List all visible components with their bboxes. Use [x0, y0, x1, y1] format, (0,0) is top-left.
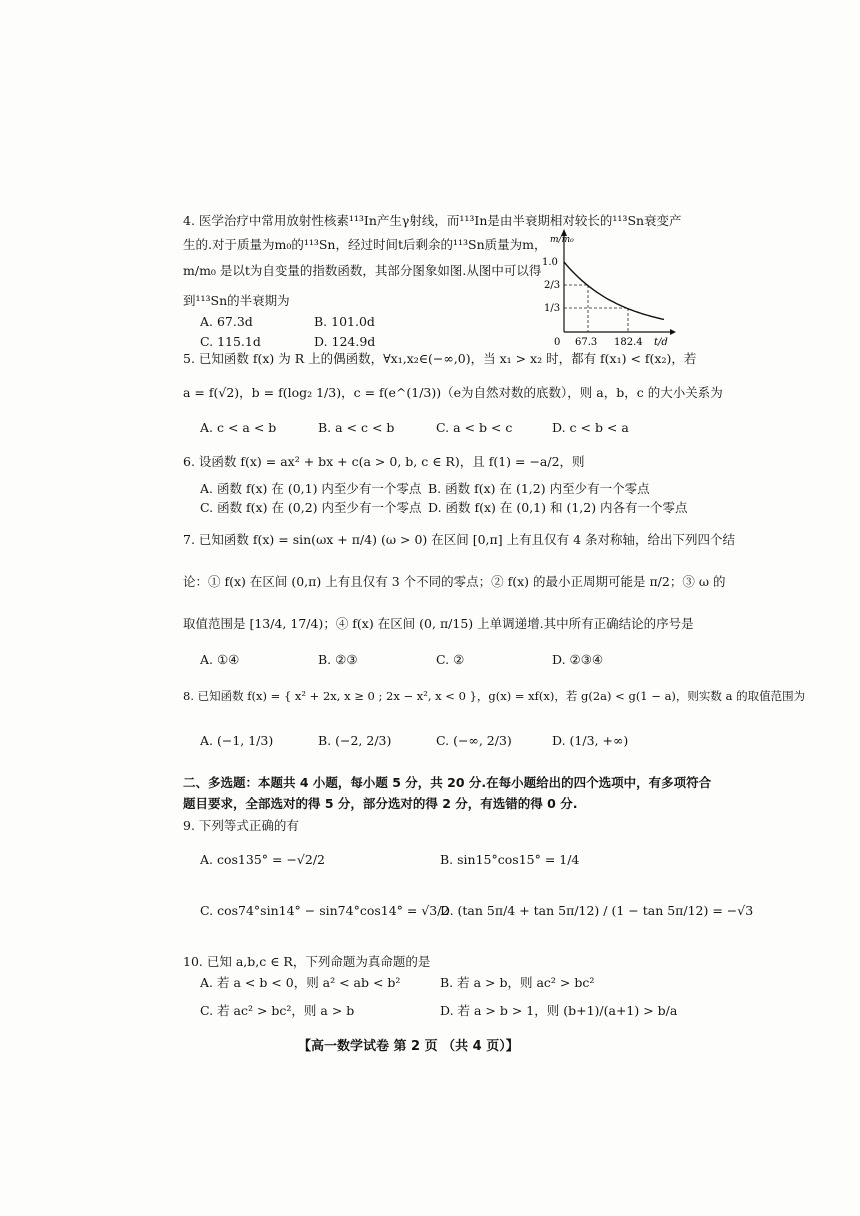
q4-line3: m/m₀ 是以t为自变量的指数函数，其部分图象如图.从图中可以得: [183, 263, 542, 278]
q9-option-d: D. (tan 5π/4 + tan 5π/12) / (1 − tan 5π/12) = −√3: [440, 903, 754, 918]
q10-line1: 10. 已知 a,b,c ∈ R，下列命题为真命题的是: [183, 954, 431, 969]
q8-line1: 8. 已知函数 f(x) = { x² + 2x, x ≥ 0 ; 2x − x², x < 0 }，g(x) = xf(x)，若 g(2a) < g(1 − a)，则实数 a 的取值范围为: [183, 689, 806, 703]
y-tick-2-3: 2/3: [544, 280, 561, 291]
q7-line1: 7. 已知函数 f(x) = sin(ωx + π/4) (ω > 0) 在区间 [0,π] 上有且仅有 4 条对称轴，给出下列四个结: [183, 532, 735, 547]
q9-line1: 9. 下列等式正确的有: [183, 818, 299, 833]
q4-line4: 到¹¹³Sn的半衰期为: [183, 293, 290, 308]
q8-option-c: C. (−∞, 2/3): [436, 733, 512, 748]
q5-line2: a = f(√2)，b = f(log₂ 1/3)，c = f(e^(1/3))（e为自然对数的底数），则 a，b，c 的大小关系为: [183, 385, 723, 400]
q5-option-b: B. a < c < b: [318, 420, 395, 435]
q4-option-a: A. 67.3d: [200, 314, 253, 329]
q9-option-b: B. sin15°cos15° = 1/4: [440, 852, 580, 867]
x-tick-67: 67.3: [575, 337, 598, 348]
q7-line3: 取值范围是 [13/4, 17/4)；④ f(x) 在区间 (0, π/15) 上单调递增.其中所有正确结论的序号是: [183, 616, 694, 631]
q6-line1: 6. 设函数 f(x) = ax² + bx + c(a > 0, b, c ∈ R)，且 f(1) = −a/2，则: [183, 454, 585, 469]
q5-line1: 5. 已知函数 f(x) 为 R 上的偶函数，∀x₁,x₂∈(−∞,0)，当 x₁ > x₂ 时，都有 f(x₁) < f(x₂)，若: [183, 351, 697, 366]
q8-option-d: D. (1/3, +∞): [552, 733, 629, 748]
q10-option-b: B. 若 a > b，则 ac² > bc²: [440, 975, 595, 990]
section2-heading-line2: 题目要求，全部选对的得 5 分，部分选对的得 2 分，有选错的得 0 分.: [183, 796, 578, 811]
x-axis-label: t/d: [654, 337, 668, 348]
q4-option-c: C. 115.1d: [200, 334, 261, 349]
decay-graph: [542, 228, 678, 348]
y-axis-label: m/m₀: [550, 235, 574, 245]
decay-curve: [564, 262, 664, 319]
q4-line1: 4. 医学治疗中常用放射性核素¹¹³In产生γ射线，而¹¹³In是由半衰期相对较长的¹¹³Sn衰变产: [183, 213, 682, 228]
q5-option-a: A. c < a < b: [200, 420, 277, 435]
q4-option-d: D. 124.9d: [314, 334, 376, 349]
q8-option-a: A. (−1, 1/3): [200, 733, 274, 748]
q5-option-d: D. c < b < a: [552, 420, 629, 435]
q9-option-a: A. cos135° = −√2/2: [200, 852, 325, 867]
x-tick-182: 182.4: [614, 337, 643, 348]
q10-option-d: D. 若 a > b > 1，则 (b+1)/(a+1) > b/a: [440, 1003, 678, 1018]
q7-line2: 论：① f(x) 在区间 (0,π) 上有且仅有 3 个不同的零点；② f(x) 的最小正周期可能是 π/2；③ ω 的: [183, 574, 726, 589]
y-tick-1: 1.0: [542, 257, 558, 268]
q4-line2: 生的.对于质量为m₀的¹¹³Sn，经过时间t后剩余的¹¹³Sn质量为m，: [183, 237, 547, 252]
q7-option-a: A. ①④: [200, 652, 240, 667]
q9-option-c: C. cos74°sin14° − sin74°cos14° = √3/2: [200, 903, 450, 918]
q10-option-c: C. 若 ac² > bc²，则 a > b: [200, 1003, 355, 1018]
q7-option-c: C. ②: [436, 652, 465, 667]
q4-option-b: B. 101.0d: [314, 314, 375, 329]
page-footer: 【高一数学试卷 第 2 页 （共 4 页）】: [298, 1039, 519, 1054]
origin-label: 0: [554, 337, 561, 348]
q7-option-b: B. ②③: [318, 652, 358, 667]
q5-option-c: C. a < b < c: [436, 420, 513, 435]
q6-option-d: D. 函数 f(x) 在 (0,1) 和 (1,2) 内各有一个零点: [428, 500, 688, 515]
q8-option-b: B. (−2, 2/3): [318, 733, 392, 748]
y-tick-1-3: 1/3: [544, 303, 561, 314]
q6-option-a: A. 函数 f(x) 在 (0,1) 内至少有一个零点: [200, 481, 422, 496]
x-axis-arrow: [670, 329, 676, 335]
q10-option-a: A. 若 a < b < 0，则 a² < ab < b²: [200, 975, 401, 990]
q6-option-b: B. 函数 f(x) 在 (1,2) 内至少有一个零点: [428, 481, 650, 496]
q7-option-d: D. ②③④: [552, 652, 604, 667]
q6-option-c: C. 函数 f(x) 在 (0,2) 内至少有一个零点: [200, 500, 422, 515]
section2-heading-line1: 二、多选题：本题共 4 小题，每小题 5 分，共 20 分.在每小题给出的四个选项中，有多项符合: [183, 775, 712, 790]
